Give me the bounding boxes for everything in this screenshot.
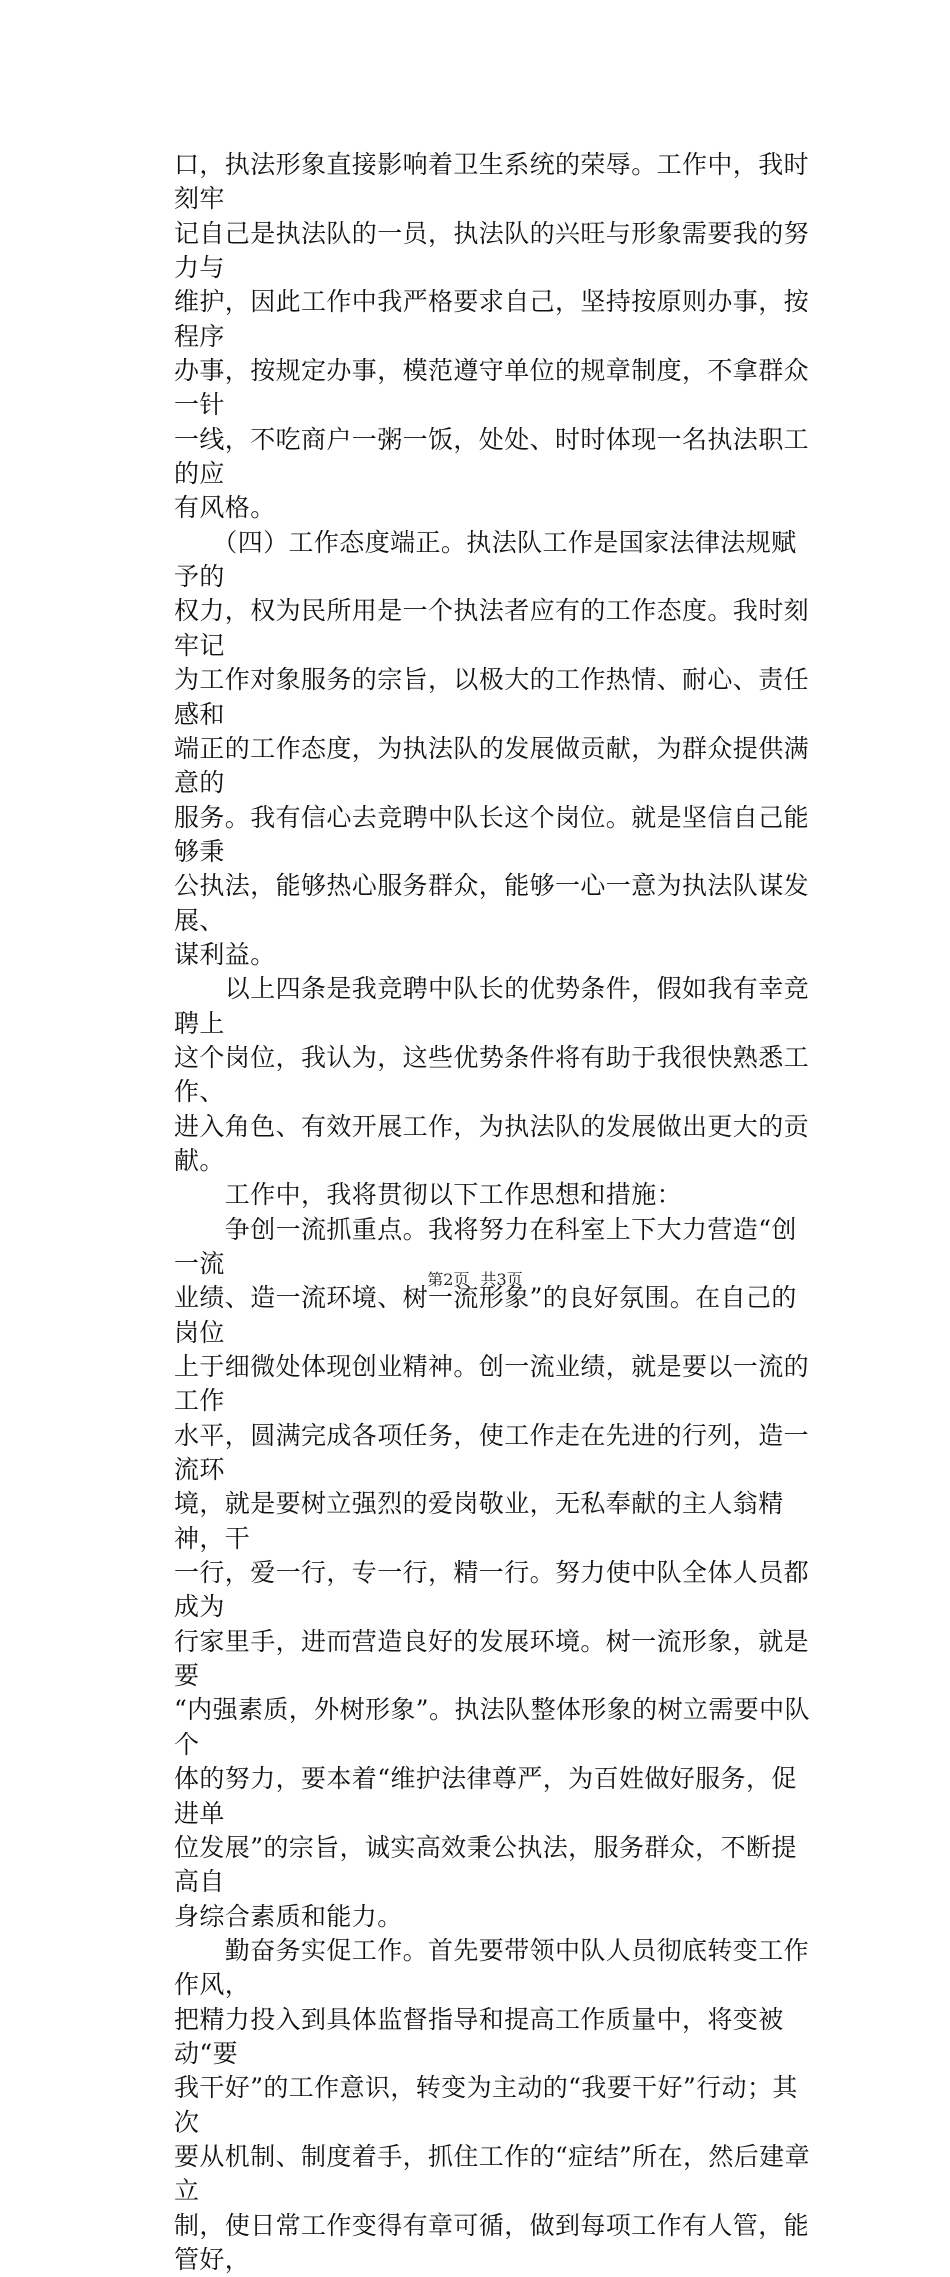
document-body xyxy=(174,148,814,2277)
page-total: 共3页 xyxy=(480,1270,523,1289)
paragraph-diligent-work: 勤奋务实促工作。首先要带领中队人员彻底转变工作作风， 把精力投入到具体监督指导和提高工作质量中，将变被动“要 我干好”的工作意识，转变为主动的“我要干好”行动；其次 要从机制、制度着手，抓住工作的“症结”所在，然后建章立 制，使日常工作变得有章可循，做到每项工作有人管，能管好， xyxy=(174,1935,810,2274)
page-footer xyxy=(0,1270,950,1290)
paragraph-advantages-summary: 以上四条是我竞聘中队长的优势条件，假如我有幸竞聘上 这个岗位，我认为，这些优势条件将有助于我很快熟悉工作、 进入角色、有效开展工作，为执法队的发展做出更大的贡献。 xyxy=(174,974,810,1175)
paragraph-work-attitude: （四）工作态度端正。执法队工作是国家法律法规赋予的 权力，权为民所用是一个执法者应有的工作态度。我时刻牢记 为工作对象服务的宗旨，以极大的工作热情、耐心、责任感和 端正的工作态度，为执法队的发展做贡献，为群众提供满意的 服务。我有信心去竞聘中队长这个岗位。就是坚信自己能够秉 公执法，能够热心服务群众，能够一心一意为执法队谋发展、 谋利益。 xyxy=(174,527,810,969)
paragraph-measures-intro: 工作中，我将贯彻以下工作思想和措施： xyxy=(174,1180,683,1210)
page-number: 第2页 xyxy=(427,1270,470,1289)
paragraph-strive-first-class: 争创一流抓重点。我将努力在科室上下大力营造“创一流 业绩、造一流环境、树一流形象”的良好氛围。在自己的岗位 上于细微处体现创业精神。创一流业绩，就是要以一流的工作 水平，圆满完成各项任务，使工作走在先进的行列，造一流环 境，就是要树立强烈的爱岗敬业，无私奉献的主人翁精神，干 一行，爱一行，专一行，精一行。努力使中队全体人员都成为 行家里手，进而营造良好的发展环境。树一流形象，就是要 “内强素质，外树形象”。执法队整体形象的树立需要中队个 体的努力，要本着“维护法律尊严，为百姓做好服务，促进单 位发展”的宗旨，诚实高效秉公执法，服务群众，不断提高自 身综合素质和能力。 xyxy=(174,1214,810,1931)
paragraph-continuation: 口，执法形象直接影响着卫生系统的荣辱。工作中，我时刻牢 记自己是执法队的一员，执法队的兴旺与形象需要我的努力与 维护，因此工作中我严格要求自己，坚持按原则办事，按程序 办事，按规定办事，模范遵守单位的规章制度，不拿群众一针 一线，不吃商户一粥一饭，处处、时时体现一名执法职工的应 有风格。 xyxy=(174,150,810,523)
